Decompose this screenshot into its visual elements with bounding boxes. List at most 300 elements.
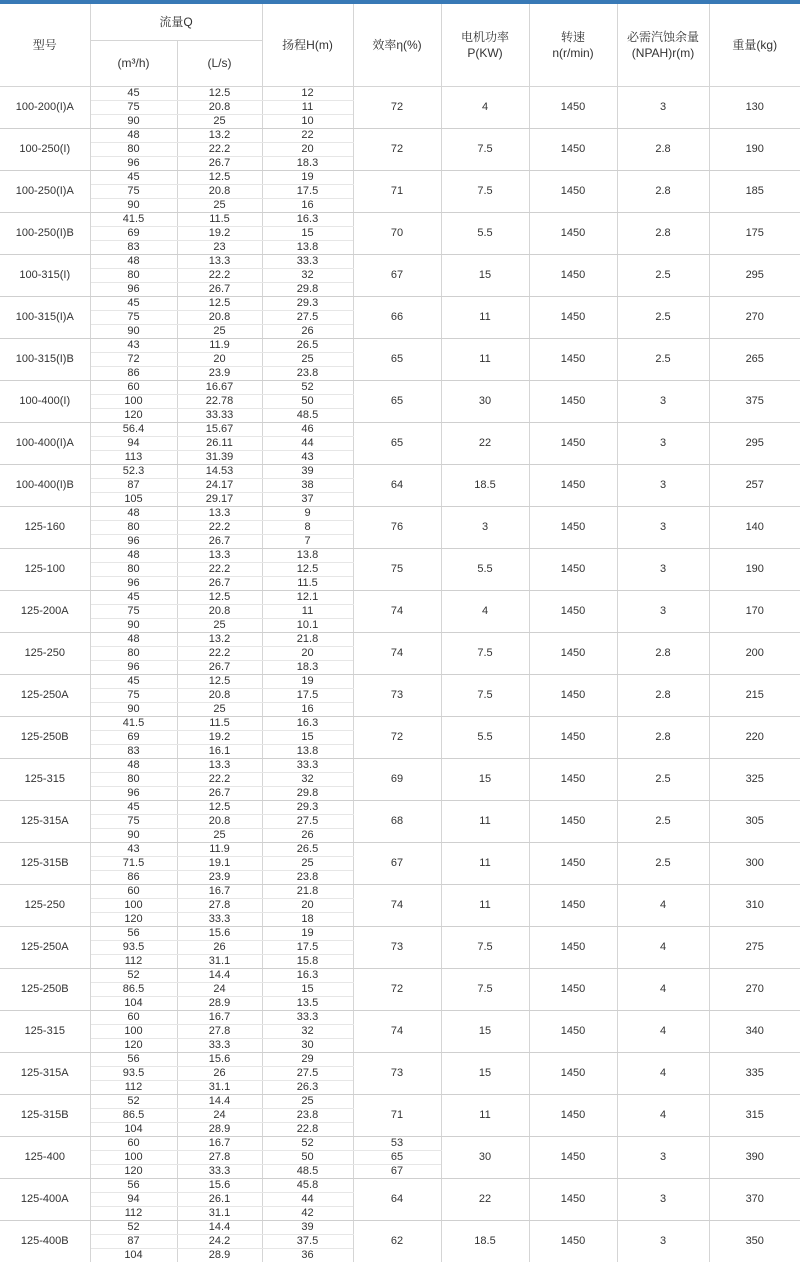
flow-m3h-cell: 86.5 [90, 1109, 177, 1123]
head-cell: 33.3 [262, 255, 353, 269]
flow-m3h-cell: 96 [90, 157, 177, 171]
head-cell: 18.3 [262, 661, 353, 675]
npsh-cell: 4 [617, 1053, 709, 1095]
head-cell: 48.5 [262, 1165, 353, 1179]
head-cell: 52 [262, 1137, 353, 1151]
efficiency-cell: 72 [353, 717, 441, 759]
flow-ls-cell: 26.1 [177, 1193, 262, 1207]
head-cell: 50 [262, 395, 353, 409]
efficiency-cell: 65 [353, 381, 441, 423]
head-cell: 23.8 [262, 367, 353, 381]
model-cell: 100-250(I)A [0, 171, 90, 213]
head-cell: 21.8 [262, 885, 353, 899]
flow-ls-cell: 24 [177, 983, 262, 997]
model-cell: 125-400B [0, 1221, 90, 1262]
weight-cell: 295 [709, 255, 800, 297]
npsh-cell: 2.8 [617, 633, 709, 675]
weight-cell: 200 [709, 633, 800, 675]
table-row [0, 759, 800, 773]
flow-ls-cell: 33.3 [177, 1165, 262, 1179]
flow-ls-cell: 27.8 [177, 899, 262, 913]
flow-ls-cell: 23.9 [177, 367, 262, 381]
head-cell: 11 [262, 101, 353, 115]
efficiency-cell: 65 [353, 1151, 441, 1165]
head-cell: 26.3 [262, 1081, 353, 1095]
flow-m3h-cell: 112 [90, 955, 177, 969]
flow-m3h-cell: 75 [90, 815, 177, 829]
table-row [0, 465, 800, 479]
speed-cell: 1450 [529, 1137, 617, 1179]
efficiency-cell: 64 [353, 465, 441, 507]
npsh-cell: 3 [617, 423, 709, 465]
power-cell: 7.5 [441, 927, 529, 969]
model-cell: 100-400(I) [0, 381, 90, 423]
npsh-cell: 4 [617, 1011, 709, 1053]
head-cell: 9 [262, 507, 353, 521]
flow-m3h-cell: 90 [90, 829, 177, 843]
header-power-line1: 电机功率 [442, 29, 529, 45]
head-cell: 46 [262, 423, 353, 437]
model-cell: 100-315(I)A [0, 297, 90, 339]
flow-m3h-cell: 90 [90, 115, 177, 129]
speed-cell: 1450 [529, 1053, 617, 1095]
header-flow-ls: (L/s) [177, 41, 262, 87]
head-cell: 45.8 [262, 1179, 353, 1193]
table-row [0, 801, 800, 815]
npsh-cell: 4 [617, 927, 709, 969]
flow-m3h-cell: 45 [90, 87, 177, 101]
model-cell: 125-315 [0, 1011, 90, 1053]
head-cell: 20 [262, 143, 353, 157]
speed-cell: 1450 [529, 885, 617, 927]
model-cell: 125-250B [0, 717, 90, 759]
table-row [0, 633, 800, 647]
header-power-line2: P(KW) [442, 45, 529, 61]
efficiency-cell: 75 [353, 549, 441, 591]
npsh-cell: 3 [617, 87, 709, 129]
efficiency-cell: 74 [353, 1011, 441, 1053]
head-cell: 16 [262, 199, 353, 213]
weight-cell: 185 [709, 171, 800, 213]
efficiency-cell: 70 [353, 213, 441, 255]
head-cell: 38 [262, 479, 353, 493]
efficiency-cell: 69 [353, 759, 441, 801]
power-cell: 11 [441, 801, 529, 843]
flow-m3h-cell: 60 [90, 1011, 177, 1025]
flow-ls-cell: 16.7 [177, 1011, 262, 1025]
head-cell: 37.5 [262, 1235, 353, 1249]
model-cell: 100-250(I)B [0, 213, 90, 255]
flow-m3h-cell: 75 [90, 689, 177, 703]
flow-m3h-cell: 100 [90, 1025, 177, 1039]
head-cell: 16.3 [262, 717, 353, 731]
flow-m3h-cell: 93.5 [90, 941, 177, 955]
speed-cell: 1450 [529, 1221, 617, 1262]
flow-m3h-cell: 48 [90, 129, 177, 143]
npsh-cell: 4 [617, 885, 709, 927]
flow-m3h-cell: 45 [90, 675, 177, 689]
model-cell: 125-250 [0, 885, 90, 927]
npsh-cell: 2.8 [617, 717, 709, 759]
flow-m3h-cell: 86.5 [90, 983, 177, 997]
speed-cell: 1450 [529, 1179, 617, 1221]
head-cell: 19 [262, 675, 353, 689]
flow-ls-cell: 24.17 [177, 479, 262, 493]
power-cell: 11 [441, 339, 529, 381]
head-cell: 43 [262, 451, 353, 465]
power-cell: 11 [441, 885, 529, 927]
flow-m3h-cell: 93.5 [90, 1067, 177, 1081]
flow-m3h-cell: 80 [90, 521, 177, 535]
npsh-cell: 4 [617, 969, 709, 1011]
flow-m3h-cell: 90 [90, 703, 177, 717]
flow-ls-cell: 16.67 [177, 381, 262, 395]
flow-m3h-cell: 48 [90, 507, 177, 521]
flow-ls-cell: 16.7 [177, 1137, 262, 1151]
flow-ls-cell: 28.9 [177, 1123, 262, 1137]
weight-cell: 325 [709, 759, 800, 801]
head-cell: 44 [262, 437, 353, 451]
flow-m3h-cell: 104 [90, 997, 177, 1011]
head-cell: 26 [262, 325, 353, 339]
model-cell: 125-400 [0, 1137, 90, 1179]
head-cell: 39 [262, 1221, 353, 1235]
header-model: 型号 [0, 4, 90, 87]
table-row [0, 1179, 800, 1193]
efficiency-cell: 68 [353, 801, 441, 843]
flow-ls-cell: 22.2 [177, 563, 262, 577]
model-cell: 125-315 [0, 759, 90, 801]
flow-ls-cell: 13.3 [177, 549, 262, 563]
model-cell: 125-315A [0, 1053, 90, 1095]
flow-m3h-cell: 86 [90, 367, 177, 381]
flow-m3h-cell: 43 [90, 843, 177, 857]
head-cell: 18 [262, 913, 353, 927]
flow-m3h-cell: 80 [90, 647, 177, 661]
head-cell: 33.3 [262, 759, 353, 773]
flow-m3h-cell: 83 [90, 241, 177, 255]
head-cell: 27.5 [262, 1067, 353, 1081]
efficiency-cell: 67 [353, 843, 441, 885]
flow-m3h-cell: 60 [90, 885, 177, 899]
power-cell: 11 [441, 297, 529, 339]
npsh-cell: 2.5 [617, 339, 709, 381]
power-cell: 3 [441, 507, 529, 549]
model-cell: 125-250 [0, 633, 90, 675]
head-cell: 27.5 [262, 815, 353, 829]
flow-ls-cell: 12.5 [177, 591, 262, 605]
flow-m3h-cell: 120 [90, 409, 177, 423]
table-row [0, 675, 800, 689]
flow-ls-cell: 28.9 [177, 1249, 262, 1262]
head-cell: 8 [262, 521, 353, 535]
head-cell: 10.1 [262, 619, 353, 633]
speed-cell: 1450 [529, 297, 617, 339]
npsh-cell: 2.8 [617, 675, 709, 717]
table-row [0, 1053, 800, 1067]
flow-m3h-cell: 90 [90, 619, 177, 633]
speed-cell: 1450 [529, 843, 617, 885]
head-cell: 13.5 [262, 997, 353, 1011]
power-cell: 22 [441, 1179, 529, 1221]
head-cell: 11.5 [262, 577, 353, 591]
table-row [0, 1137, 800, 1151]
flow-m3h-cell: 41.5 [90, 717, 177, 731]
efficiency-cell: 62 [353, 1221, 441, 1262]
power-cell: 15 [441, 255, 529, 297]
efficiency-cell: 71 [353, 171, 441, 213]
weight-cell: 130 [709, 87, 800, 129]
flow-ls-cell: 11.9 [177, 843, 262, 857]
flow-ls-cell: 13.2 [177, 129, 262, 143]
head-cell: 42 [262, 1207, 353, 1221]
efficiency-cell: 72 [353, 87, 441, 129]
flow-ls-cell: 11.5 [177, 213, 262, 227]
model-cell: 125-250A [0, 927, 90, 969]
flow-ls-cell: 31.39 [177, 451, 262, 465]
npsh-cell: 2.8 [617, 213, 709, 255]
flow-m3h-cell: 52.3 [90, 465, 177, 479]
speed-cell: 1450 [529, 801, 617, 843]
flow-m3h-cell: 60 [90, 381, 177, 395]
header-power [441, 4, 529, 87]
speed-cell: 1450 [529, 549, 617, 591]
table-row [0, 717, 800, 731]
model-cell: 125-200A [0, 591, 90, 633]
efficiency-cell: 66 [353, 297, 441, 339]
header-speed-line2: n(r/min) [530, 45, 617, 61]
flow-m3h-cell: 56 [90, 1053, 177, 1067]
flow-ls-cell: 25 [177, 325, 262, 339]
power-cell: 7.5 [441, 171, 529, 213]
flow-ls-cell: 14.4 [177, 1221, 262, 1235]
weight-cell: 370 [709, 1179, 800, 1221]
table-row [0, 1011, 800, 1025]
weight-cell: 190 [709, 129, 800, 171]
flow-m3h-cell: 45 [90, 591, 177, 605]
efficiency-cell: 72 [353, 129, 441, 171]
power-cell: 30 [441, 1137, 529, 1179]
flow-ls-cell: 15.67 [177, 423, 262, 437]
head-cell: 26.5 [262, 843, 353, 857]
flow-m3h-cell: 48 [90, 633, 177, 647]
flow-m3h-cell: 86 [90, 871, 177, 885]
head-cell: 20 [262, 899, 353, 913]
efficiency-cell: 67 [353, 255, 441, 297]
model-cell: 125-400A [0, 1179, 90, 1221]
power-cell: 7.5 [441, 969, 529, 1011]
flow-m3h-cell: 56 [90, 927, 177, 941]
flow-ls-cell: 26.7 [177, 157, 262, 171]
flow-m3h-cell: 48 [90, 759, 177, 773]
speed-cell: 1450 [529, 507, 617, 549]
flow-ls-cell: 12.5 [177, 297, 262, 311]
head-cell: 16 [262, 703, 353, 717]
head-cell: 12 [262, 87, 353, 101]
head-cell: 37 [262, 493, 353, 507]
efficiency-cell: 67 [353, 1165, 441, 1179]
flow-m3h-cell: 75 [90, 605, 177, 619]
head-cell: 32 [262, 269, 353, 283]
flow-ls-cell: 22.2 [177, 773, 262, 787]
flow-m3h-cell: 96 [90, 661, 177, 675]
flow-ls-cell: 20.8 [177, 311, 262, 325]
model-cell: 125-315B [0, 1095, 90, 1137]
speed-cell: 1450 [529, 969, 617, 1011]
weight-cell: 310 [709, 885, 800, 927]
head-cell: 17.5 [262, 689, 353, 703]
model-cell: 125-250A [0, 675, 90, 717]
flow-ls-cell: 13.3 [177, 255, 262, 269]
header-speed [529, 4, 617, 87]
speed-cell: 1450 [529, 927, 617, 969]
speed-cell: 1450 [529, 759, 617, 801]
table-row [0, 927, 800, 941]
head-cell: 39 [262, 465, 353, 479]
npsh-cell: 3 [617, 1179, 709, 1221]
flow-m3h-cell: 48 [90, 549, 177, 563]
weight-cell: 170 [709, 591, 800, 633]
power-cell: 5.5 [441, 549, 529, 591]
flow-m3h-cell: 69 [90, 227, 177, 241]
flow-ls-cell: 15.6 [177, 1179, 262, 1193]
table-row [0, 1221, 800, 1235]
table-row [0, 129, 800, 143]
header-row-1 [0, 4, 800, 41]
flow-m3h-cell: 72 [90, 353, 177, 367]
power-cell: 5.5 [441, 717, 529, 759]
flow-ls-cell: 20.8 [177, 605, 262, 619]
flow-ls-cell: 13.2 [177, 633, 262, 647]
weight-cell: 300 [709, 843, 800, 885]
head-cell: 17.5 [262, 941, 353, 955]
flow-m3h-cell: 112 [90, 1081, 177, 1095]
head-cell: 50 [262, 1151, 353, 1165]
speed-cell: 1450 [529, 675, 617, 717]
header-flow: 流量Q [90, 4, 262, 41]
power-cell: 5.5 [441, 213, 529, 255]
model-cell: 100-400(I)B [0, 465, 90, 507]
flow-m3h-cell: 112 [90, 1207, 177, 1221]
head-cell: 13.8 [262, 745, 353, 759]
flow-m3h-cell: 87 [90, 479, 177, 493]
head-cell: 12.5 [262, 563, 353, 577]
table-row [0, 423, 800, 437]
head-cell: 19 [262, 171, 353, 185]
weight-cell: 175 [709, 213, 800, 255]
weight-cell: 375 [709, 381, 800, 423]
flow-ls-cell: 12.5 [177, 801, 262, 815]
table-row [0, 591, 800, 605]
flow-ls-cell: 15.6 [177, 1053, 262, 1067]
table-row [0, 297, 800, 311]
head-cell: 29 [262, 1053, 353, 1067]
model-cell: 125-250B [0, 969, 90, 1011]
weight-cell: 270 [709, 969, 800, 1011]
header-head: 扬程H(m) [262, 4, 353, 87]
flow-m3h-cell: 48 [90, 255, 177, 269]
flow-ls-cell: 26.7 [177, 661, 262, 675]
head-cell: 18.3 [262, 157, 353, 171]
flow-m3h-cell: 120 [90, 913, 177, 927]
flow-ls-cell: 19.2 [177, 731, 262, 745]
flow-m3h-cell: 90 [90, 199, 177, 213]
flow-ls-cell: 31.1 [177, 1081, 262, 1095]
flow-m3h-cell: 52 [90, 1221, 177, 1235]
efficiency-cell: 76 [353, 507, 441, 549]
flow-m3h-cell: 104 [90, 1249, 177, 1262]
efficiency-cell: 65 [353, 339, 441, 381]
flow-m3h-cell: 80 [90, 773, 177, 787]
npsh-cell: 3 [617, 507, 709, 549]
flow-ls-cell: 27.8 [177, 1151, 262, 1165]
npsh-cell: 3 [617, 591, 709, 633]
flow-ls-cell: 16.7 [177, 885, 262, 899]
flow-m3h-cell: 71.5 [90, 857, 177, 871]
head-cell: 30 [262, 1039, 353, 1053]
flow-ls-cell: 26.7 [177, 283, 262, 297]
flow-m3h-cell: 100 [90, 395, 177, 409]
flow-m3h-cell: 105 [90, 493, 177, 507]
flow-m3h-cell: 45 [90, 297, 177, 311]
efficiency-cell: 65 [353, 423, 441, 465]
flow-ls-cell: 31.1 [177, 955, 262, 969]
flow-m3h-cell: 75 [90, 101, 177, 115]
table-row [0, 507, 800, 521]
head-cell: 12.1 [262, 591, 353, 605]
npsh-cell: 2.5 [617, 759, 709, 801]
model-cell: 100-315(I)B [0, 339, 90, 381]
model-cell: 125-160 [0, 507, 90, 549]
head-cell: 7 [262, 535, 353, 549]
power-cell: 4 [441, 87, 529, 129]
flow-m3h-cell: 45 [90, 171, 177, 185]
model-cell: 125-315B [0, 843, 90, 885]
head-cell: 26 [262, 829, 353, 843]
head-cell: 25 [262, 857, 353, 871]
head-cell: 25 [262, 1095, 353, 1109]
flow-ls-cell: 13.3 [177, 759, 262, 773]
flow-ls-cell: 12.5 [177, 171, 262, 185]
speed-cell: 1450 [529, 1095, 617, 1137]
head-cell: 33.3 [262, 1011, 353, 1025]
speed-cell: 1450 [529, 591, 617, 633]
flow-m3h-cell: 100 [90, 899, 177, 913]
flow-ls-cell: 20.8 [177, 101, 262, 115]
head-cell: 15 [262, 227, 353, 241]
head-cell: 27.5 [262, 311, 353, 325]
head-cell: 26.5 [262, 339, 353, 353]
flow-ls-cell: 26.7 [177, 577, 262, 591]
speed-cell: 1450 [529, 171, 617, 213]
header-flow-m3h: (m³/h) [90, 41, 177, 87]
head-cell: 44 [262, 1193, 353, 1207]
flow-ls-cell: 25 [177, 703, 262, 717]
flow-ls-cell: 20.8 [177, 185, 262, 199]
head-cell: 17.5 [262, 185, 353, 199]
weight-cell: 220 [709, 717, 800, 759]
flow-ls-cell: 25 [177, 829, 262, 843]
weight-cell: 190 [709, 549, 800, 591]
flow-ls-cell: 23 [177, 241, 262, 255]
npsh-cell: 2.5 [617, 255, 709, 297]
efficiency-cell: 74 [353, 591, 441, 633]
efficiency-cell: 71 [353, 1095, 441, 1137]
model-cell: 125-315A [0, 801, 90, 843]
head-cell: 32 [262, 1025, 353, 1039]
power-cell: 4 [441, 591, 529, 633]
flow-ls-cell: 26.7 [177, 787, 262, 801]
